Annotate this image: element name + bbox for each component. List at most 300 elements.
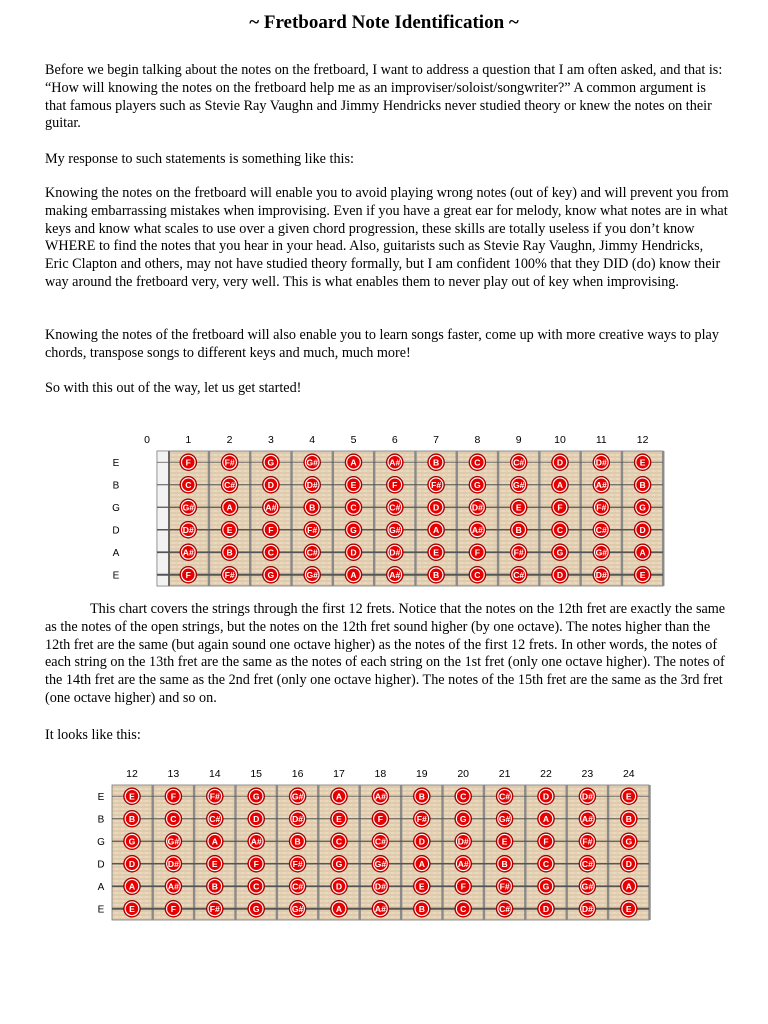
fb1-note-label: C	[474, 570, 481, 581]
fb2-note-label: G	[542, 881, 550, 892]
fb2-note-label: G#	[291, 904, 304, 915]
fb2-note-marker	[124, 878, 141, 895]
fb1-fret-number: 11	[595, 434, 607, 446]
fb2-note-marker	[206, 810, 223, 827]
fb2-note-marker	[248, 788, 265, 805]
fb2-fret-number: 20	[457, 768, 470, 780]
fb2-note-label: D#	[581, 791, 593, 802]
fb1-fret-number: 8	[474, 434, 481, 446]
fb1-note-marker	[552, 476, 569, 493]
fb1-note-label: D	[267, 480, 275, 491]
fb1-fret-number: 6	[391, 434, 398, 446]
fb1-note-label: F	[268, 525, 274, 536]
fb1-note-marker	[510, 521, 527, 538]
fb2-fret-number: 16	[291, 768, 304, 780]
fb2-fret-wire	[359, 785, 361, 920]
fb1-note-label: E	[226, 525, 233, 536]
fb1-note-marker	[180, 566, 197, 583]
fb2-note-label: G	[335, 859, 343, 870]
fb1-note-marker	[428, 566, 445, 583]
fb2-note-marker	[248, 900, 265, 917]
fb1-note-marker	[221, 566, 238, 583]
fb2-note-marker	[124, 900, 141, 917]
fb1-fret-number: 4	[309, 434, 316, 446]
fb1-note-marker	[469, 544, 486, 561]
fb1-note-marker	[634, 499, 651, 516]
fb1-note-marker	[263, 566, 280, 583]
fb1-note-label: F#	[224, 570, 235, 581]
fb1-fret-number: 9	[515, 434, 522, 446]
fb1-note-label: C#	[513, 570, 525, 581]
fb1-fret-wire	[662, 451, 664, 586]
fb1-fret-number: 0	[144, 434, 150, 446]
fb2-note-label: D#	[581, 904, 593, 915]
fb1-note-marker	[345, 521, 362, 538]
fb1-note-marker	[386, 566, 403, 583]
fb1-note-marker	[510, 476, 527, 493]
octave-explanation-paragraph: This chart covers the strings through the first 12 frets. Notice that the notes on the 12th fret are exactly the same as the notes of the open strings, but the notes on the 12th fret sound higher (by one octave). The notes higher than the 12th fret are the same (but again sound one octave higher) as the notes of the first 12 frets. In other words, the notes of each string on the 13th fret are the same as the notes of each string on the 1st fret (only one octave higher). The notes of the 14th fret are the same as the 2nd fret (only one octave higher). The notes of the 15th fret are the same as the 3rd fret (one octave higher) and so on.	[45, 601, 726, 706]
fb1-fret-number: 7	[433, 434, 440, 446]
fb2-note-marker	[124, 788, 141, 805]
fb1-note-label: G#	[389, 525, 401, 536]
fb1-note-marker	[345, 566, 362, 583]
fb1-note-marker	[386, 454, 403, 471]
fb2-fret-wire	[524, 785, 526, 920]
fb1-note-marker	[428, 499, 445, 516]
fb2-note-marker	[372, 855, 389, 872]
fb1-note-label: D#	[182, 525, 194, 536]
fb1-note-marker	[263, 544, 280, 561]
fretboard-chart-frets-0-12-svg	[100, 428, 680, 588]
fb1-note-label: A	[556, 480, 564, 491]
fb2-note-marker	[248, 855, 265, 872]
fb2-fret-wire	[441, 785, 443, 920]
fb1-note-label: A#	[595, 480, 607, 491]
fb2-note-label: F	[460, 881, 466, 892]
fb2-note-marker	[206, 878, 223, 895]
fb2-note-marker	[206, 788, 223, 805]
fb2-note-label: A#	[374, 904, 386, 915]
fb1-note-label: D#	[471, 502, 483, 513]
fb2-note-marker	[206, 900, 223, 917]
fb1-note-marker	[221, 454, 238, 471]
fb2-note-marker	[165, 878, 182, 895]
fb1-fret-wire	[332, 451, 334, 586]
fb1-note-label: E	[639, 457, 646, 468]
fb1-note-label: A	[350, 570, 357, 581]
fb2-note-label: E	[336, 814, 342, 825]
fb1-note-label: F	[185, 570, 191, 581]
fb1-note-marker	[593, 454, 610, 471]
intro-paragraph: Before we begin talking about the notes on the fretboard, I want to address a question that I am often asked, and that is: “How will knowing the notes on the fretboard help me as an improviser/soloist/songwriter?” A common argument is that famous players such as Stevie Ray Vaughn and Jimmy Hendricks never studied theory or knew the notes on their guitar.	[45, 62, 723, 132]
fb1-note-label: G	[267, 457, 275, 468]
fb2-note-label: B	[128, 814, 136, 825]
fb2-note-label: G#	[581, 881, 594, 892]
fb1-fret-wire	[456, 451, 458, 586]
fb2-note-label: F	[170, 791, 177, 802]
fb2-note-label: A	[542, 814, 550, 825]
fb2-note-label: F#	[416, 814, 427, 825]
fb1-note-marker	[593, 566, 610, 583]
fretboard-chart-frets-12-24-svg	[85, 762, 665, 922]
fb2-note-marker	[496, 855, 513, 872]
fb1-note-marker	[304, 454, 321, 471]
fb1-note-label: G	[474, 480, 481, 491]
fretboard-chart-frets-12-24	[85, 762, 665, 922]
fb2-note-marker	[372, 900, 389, 917]
fb1-note-marker	[221, 499, 238, 516]
fb1-note-label: C	[350, 502, 357, 513]
fb1-note-label: G#	[306, 457, 318, 468]
fb2-note-marker	[496, 833, 513, 850]
fb2-note-marker	[165, 855, 182, 872]
fb2-note-marker	[620, 900, 637, 917]
fb2-note-marker	[579, 855, 596, 872]
fb2-fret-number: 14	[208, 768, 221, 780]
fb2-fret-number: 22	[540, 768, 552, 780]
fb2-note-label: F	[253, 859, 259, 870]
fb2-note-label: B	[418, 904, 425, 915]
fb2-note-label: G#	[374, 859, 387, 870]
fb2-note-marker	[538, 855, 555, 872]
fb1-note-marker	[263, 499, 280, 516]
fb1-note-label: C#	[595, 525, 607, 536]
fb1-note-marker	[428, 476, 445, 493]
fb1-note-label: F#	[307, 525, 318, 536]
fb2-fret-number: 13	[167, 768, 180, 780]
fb1-fret-wire	[538, 451, 540, 586]
fb2-note-marker	[124, 833, 141, 850]
fb1-note-label: A	[639, 547, 646, 558]
fb1-note-marker	[180, 521, 197, 538]
fb2-fret-wire	[152, 785, 154, 920]
fb2-fret-number: 23	[581, 768, 594, 780]
fb2-note-label: D#	[374, 881, 386, 892]
fb2-fret-number: 12	[126, 768, 138, 780]
fb1-note-marker	[510, 499, 527, 516]
fb2-note-label: D	[625, 859, 632, 870]
fb1-note-label: F	[474, 547, 481, 558]
fb2-string-label: D	[97, 859, 105, 871]
fb1-note-marker	[221, 521, 238, 538]
fb2-note-marker	[165, 810, 182, 827]
fb1-note-marker	[180, 454, 197, 471]
fb2-note-marker	[331, 878, 348, 895]
fb2-note-marker	[579, 788, 596, 805]
fb1-note-marker	[386, 544, 403, 561]
fb2-note-marker	[289, 810, 306, 827]
fb1-note-label: B	[309, 502, 316, 513]
fb2-note-label: E	[211, 859, 218, 870]
fb1-string-label: D	[112, 525, 120, 537]
fb2-note-label: E	[625, 904, 632, 915]
fb2-note-label: E	[129, 904, 135, 915]
fb2-note-marker	[538, 878, 555, 895]
fb2-note-label: E	[625, 791, 632, 802]
fb2-note-label: C#	[209, 814, 221, 825]
fb1-note-label: D	[432, 502, 440, 513]
fb2-note-marker	[372, 810, 389, 827]
fb1-note-marker	[552, 544, 569, 561]
fb1-note-marker	[510, 544, 527, 561]
fb1-fret-number: 5	[350, 434, 357, 446]
fb1-note-label: D#	[306, 480, 318, 491]
fb1-note-marker	[552, 454, 569, 471]
fb2-note-label: C	[542, 859, 550, 870]
fb2-fret-wire	[648, 785, 650, 920]
fb2-note-label: A	[128, 881, 136, 892]
fb1-note-label: C#	[224, 480, 236, 491]
fb2-note-label: D#	[292, 814, 304, 825]
fb2-note-label: C	[460, 904, 467, 915]
fb1-note-label: B	[432, 457, 440, 468]
fb1-note-label: F	[557, 502, 563, 513]
fb1-note-label: G	[350, 525, 357, 536]
fb1-note-label: G	[267, 570, 275, 581]
fb2-fret-number: 17	[333, 768, 345, 780]
fb2-note-label: D#	[167, 859, 179, 870]
fb2-note-marker	[372, 878, 389, 895]
fb1-note-label: F#	[431, 480, 442, 491]
fb1-note-label: D#	[389, 547, 401, 558]
fb1-note-label: A#	[182, 547, 194, 558]
fb1-nut	[157, 451, 169, 586]
start-paragraph: So with this out of the way, let us get started!	[45, 380, 302, 396]
fb1-note-marker	[634, 544, 651, 561]
fb2-note-marker	[248, 833, 265, 850]
fb1-note-label: D#	[595, 570, 607, 581]
fb1-note-marker	[180, 544, 197, 561]
fb2-note-marker	[579, 878, 596, 895]
fb2-string-label: B	[97, 814, 105, 826]
fb2-note-label: A	[418, 859, 425, 870]
fb2-note-label: A#	[581, 814, 593, 825]
fb2-note-label: C	[253, 881, 260, 892]
fb1-note-label: G#	[512, 480, 525, 491]
fb2-note-label: B	[294, 836, 301, 847]
fb1-note-label: A#	[265, 502, 277, 513]
fretboard-chart-frets-0-12	[100, 428, 680, 588]
fb2-fret-wire	[317, 785, 319, 920]
fb2-note-marker	[331, 900, 348, 917]
fb2-note-marker	[455, 878, 472, 895]
fb1-note-label: C	[474, 457, 481, 468]
fb1-note-marker	[386, 499, 403, 516]
fb2-note-label: E	[129, 791, 135, 802]
fb1-fret-number: 3	[267, 434, 274, 446]
fb2-note-marker	[289, 855, 306, 872]
fb1-fret-number: 2	[226, 434, 233, 446]
fb1-note-marker	[304, 566, 321, 583]
fb2-note-label: C#	[581, 859, 593, 870]
fb2-fret-number: 24	[622, 768, 635, 780]
fb2-note-marker	[455, 788, 472, 805]
fb2-note-marker	[455, 855, 472, 872]
fb2-note-marker	[124, 855, 141, 872]
fb1-note-label: F#	[224, 457, 235, 468]
fb1-note-marker	[634, 454, 651, 471]
fb2-note-marker	[206, 855, 223, 872]
fb1-note-marker	[469, 454, 486, 471]
fb2-fret-number: 21	[498, 768, 511, 780]
fb2-note-label: G#	[167, 836, 180, 847]
fb2-note-label: C	[460, 791, 467, 802]
fb1-note-label: C#	[389, 502, 401, 513]
fb1-note-marker	[304, 544, 321, 561]
fb1-note-marker	[469, 476, 486, 493]
fb1-note-label: E	[639, 570, 646, 581]
fb2-string-label: G	[97, 837, 105, 849]
fb2-note-marker	[331, 810, 348, 827]
fb2-note-marker	[165, 788, 182, 805]
fb2-note-label: D	[542, 791, 550, 802]
fb1-fretboard-wood	[157, 451, 663, 586]
fb2-note-label: F	[170, 904, 177, 915]
fb1-note-marker	[221, 476, 238, 493]
fb2-note-marker	[124, 810, 141, 827]
fb1-note-marker	[593, 476, 610, 493]
fb2-note-marker	[413, 855, 430, 872]
fb2-note-marker	[579, 900, 596, 917]
fb1-note-label: G#	[306, 570, 318, 581]
fb2-note-marker	[496, 810, 513, 827]
fb1-note-label: A#	[471, 525, 483, 536]
fb2-note-label: C	[170, 814, 177, 825]
fb2-note-label: C	[335, 836, 343, 847]
fb1-note-marker	[552, 521, 569, 538]
fb1-note-marker	[469, 521, 486, 538]
fb1-note-label: G#	[182, 502, 195, 513]
fb1-string-label: E	[112, 458, 120, 470]
fb2-note-label: F#	[292, 859, 303, 870]
fb2-fret-wire	[400, 785, 402, 920]
fb2-note-label: G#	[498, 814, 511, 825]
fb2-note-marker	[289, 878, 306, 895]
fb2-fret-wire	[607, 785, 609, 920]
fb2-note-label: C#	[374, 836, 386, 847]
fb2-fret-number: 19	[415, 768, 428, 780]
fb2-note-marker	[496, 900, 513, 917]
fb2-note-marker	[538, 900, 555, 917]
fb1-note-label: F	[185, 457, 191, 468]
fb1-note-marker	[469, 566, 486, 583]
fb1-note-marker	[428, 544, 445, 561]
fb1-fret-number: 10	[554, 434, 566, 446]
benefits-paragraph: Knowing the notes on the fretboard will enable you to avoid playing wrong notes (out of key) and will prevent you from making embarrassing mistakes when improvising. Even if you have a great ear for melody, know what notes are in what keys and know what scales to use over a given chord progression, these skills are totally useless if you don’t know WHERE to find the notes that you hear in your head. Also, guitarists such as Stevie Ray Vaughn, Jimmy Hendricks, Eric Clapton and others, may not have studied theory formally, but I am confident 100% that they DID (do) know their way around the fretboard very, very well. This is what enables them to never play out of key when improvising.	[45, 185, 729, 290]
fb1-note-label: A	[350, 457, 357, 468]
fb1-note-marker	[386, 476, 403, 493]
fb1-note-label: G#	[595, 547, 608, 558]
fb2-note-label: A#	[374, 791, 386, 802]
fb2-note-label: A	[211, 836, 218, 847]
fb2-note-marker	[248, 878, 265, 895]
fb2-note-label: B	[501, 859, 508, 870]
fb2-string-label: A	[97, 882, 105, 894]
fb2-fretboard-wood	[112, 785, 649, 920]
fb1-note-marker	[428, 454, 445, 471]
fb1-note-marker	[345, 544, 362, 561]
fb1-fret-wire	[497, 451, 499, 586]
fb2-fret-number: 18	[374, 768, 387, 780]
fb2-note-label: C#	[499, 791, 511, 802]
fb1-note-label: F#	[596, 502, 607, 513]
fb1-note-label: A#	[389, 570, 401, 581]
fb2-note-marker	[620, 788, 637, 805]
fb2-note-marker	[413, 833, 430, 850]
fb2-fret-wire	[234, 785, 236, 920]
fb1-note-label: E	[350, 480, 357, 491]
fb1-note-marker	[428, 521, 445, 538]
fb1-note-marker	[634, 521, 651, 538]
fb2-note-marker	[620, 855, 637, 872]
fb1-note-marker	[263, 521, 280, 538]
fb1-note-label: G	[556, 547, 564, 558]
fb2-note-marker	[413, 878, 430, 895]
fb1-fret-wire	[414, 451, 416, 586]
fb1-fret-wire	[579, 451, 581, 586]
fb1-note-label: C	[556, 525, 564, 536]
fb2-note-marker	[620, 833, 637, 850]
fb2-note-marker	[165, 833, 182, 850]
fb1-note-label: A#	[389, 457, 401, 468]
fb2-note-marker	[248, 810, 265, 827]
fb1-string-label: B	[112, 480, 120, 492]
fb1-note-marker	[345, 499, 362, 516]
fb2-note-marker	[413, 810, 430, 827]
fb1-note-marker	[469, 499, 486, 516]
fb1-string-label: G	[112, 503, 120, 515]
fb2-note-label: G	[252, 904, 260, 915]
fb2-note-marker	[579, 833, 596, 850]
fb2-note-label: G	[459, 814, 467, 825]
fb1-note-label: B	[515, 525, 522, 536]
fb2-note-label: D	[253, 814, 260, 825]
fb1-note-label: A	[432, 525, 440, 536]
fb2-note-marker	[331, 788, 348, 805]
fb2-note-marker	[289, 788, 306, 805]
fb2-note-marker	[538, 788, 555, 805]
fb1-note-marker	[180, 476, 197, 493]
fb1-note-label: C	[185, 480, 192, 491]
fb2-note-label: E	[418, 881, 425, 892]
fb2-note-label: C#	[292, 881, 304, 892]
page-title: ~ Fretboard Note Identification ~	[249, 12, 519, 33]
fb1-note-marker	[263, 476, 280, 493]
fb2-note-label: A	[335, 904, 343, 915]
fb2-note-label: F#	[499, 881, 510, 892]
fb2-fret-wire	[483, 785, 485, 920]
looks-like-paragraph: It looks like this:	[45, 727, 141, 743]
fb1-note-label: F#	[513, 547, 524, 558]
fb1-note-label: D	[350, 547, 357, 558]
fb2-note-label: B	[625, 814, 632, 825]
fb1-note-marker	[345, 454, 362, 471]
fb2-note-label: G	[128, 836, 136, 847]
fb1-note-marker	[552, 499, 569, 516]
fb1-note-marker	[593, 499, 610, 516]
fb2-note-label: A#	[457, 859, 469, 870]
fb1-note-label: E	[433, 547, 439, 558]
fb1-note-marker	[386, 521, 403, 538]
fb1-note-marker	[221, 544, 238, 561]
fb2-note-marker	[206, 833, 223, 850]
fb2-fret-number: 15	[250, 768, 263, 780]
fb1-fret-wire	[249, 451, 251, 586]
fb1-note-marker	[304, 499, 321, 516]
fb2-note-marker	[538, 810, 555, 827]
fb2-note-marker	[165, 900, 182, 917]
fb1-fret-number: 12	[636, 434, 649, 446]
